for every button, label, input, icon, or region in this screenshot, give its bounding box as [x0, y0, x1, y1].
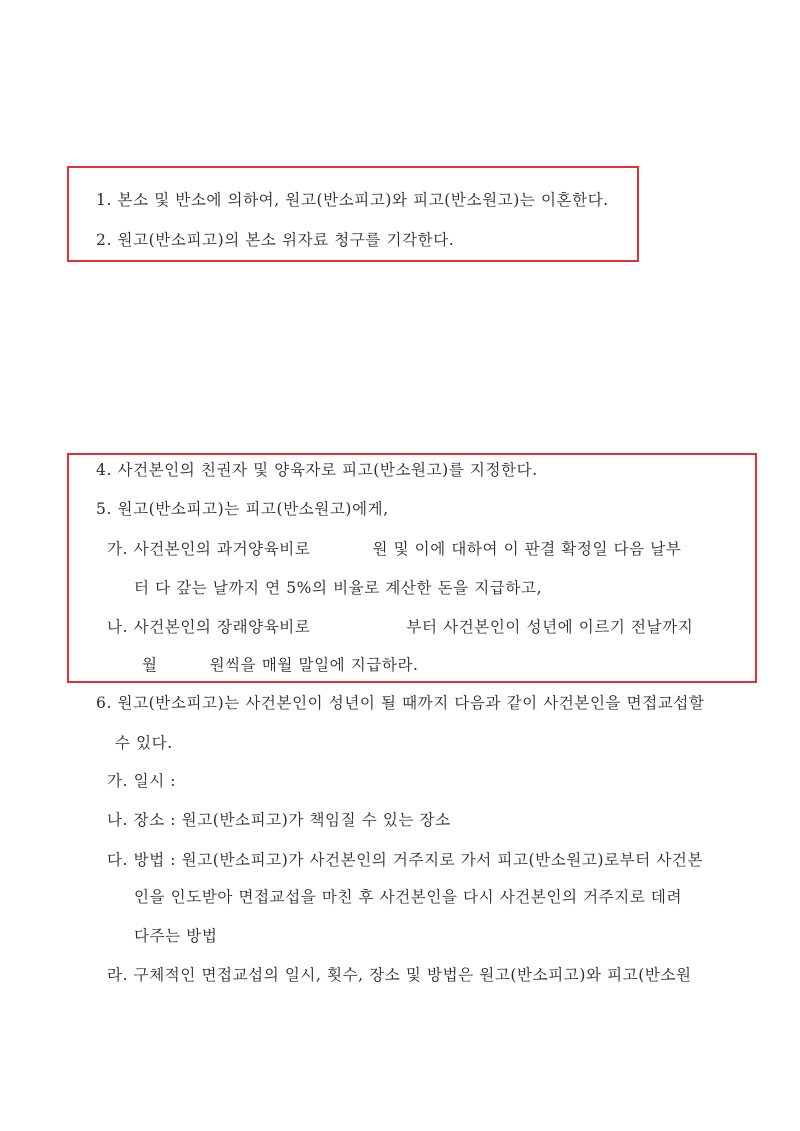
item-5-ga-line-1	[107, 539, 681, 559]
item-5-na-part-d: 원씩을 매월 말일에 지급하라.	[209, 656, 419, 674]
item-5-na-part-b: 부터 사건본인이 성년에 이르기 전날까지	[406, 618, 694, 636]
highlight-box-middle	[67, 453, 757, 683]
item-2-dismiss-claim: 2. 원고(반소피고)의 본소 위자료 청구를 기각한다.	[96, 231, 455, 249]
item-5-payment-intro: 5. 원고(반소피고)는 피고(반소원고)에게,	[96, 500, 389, 518]
item-6-visitation-cont: 수 있다.	[115, 734, 173, 752]
item-4-custodian: 4. 사건본인의 친권자 및 양육자로 피고(반소원고)를 지정한다.	[96, 461, 538, 479]
item-6-visitation: 6. 원고(반소피고)는 사건본인이 성년이 될 때까지 다음과 같이 사건본인을 면접교섭할	[96, 694, 705, 712]
item-5-na-line-2	[142, 655, 419, 675]
item-5-ga-part-a: 가. 사건본인의 과거양육비로	[107, 540, 311, 558]
item-6-da-method-2: 인을 인도받아 면접교섭을 마친 후 사건본인을 다시 사건본인의 거주지로 데려	[134, 888, 683, 906]
item-6-ra-details: 라. 구체적인 면접교섭의 일시, 횟수, 장소 및 방법은 원고(반소피고)와 피고(반소원	[107, 966, 692, 984]
item-6-da-method-3: 다주는 방법	[134, 927, 218, 945]
item-6-ga-time: 가. 일시 :	[107, 772, 177, 790]
item-5-ga-line-2: 터 다 갚는 날까지 연 5%의 비율로 계산한 돈을 지급하고,	[134, 579, 543, 597]
item-5-na-part-a: 나. 사건본인의 장래양육비로	[107, 618, 311, 636]
item-1-divorce: 1. 본소 및 반소에 의하여, 원고(반소피고)와 피고(반소원고)는 이혼한다.	[96, 191, 609, 209]
item-5-na-line-1	[107, 617, 693, 637]
item-6-da-method-1: 다. 방법 : 원고(반소피고)가 사건본인의 거주지로 가서 피고(반소원고)로부터 사건본	[107, 851, 704, 869]
item-5-na-part-c: 월	[142, 656, 158, 674]
item-5-ga-part-b: 원 및 이에 대하여 이 판결 확정일 다음 날부	[372, 540, 682, 558]
item-6-na-place: 나. 장소 : 원고(반소피고)가 책임질 수 있는 장소	[107, 811, 451, 829]
